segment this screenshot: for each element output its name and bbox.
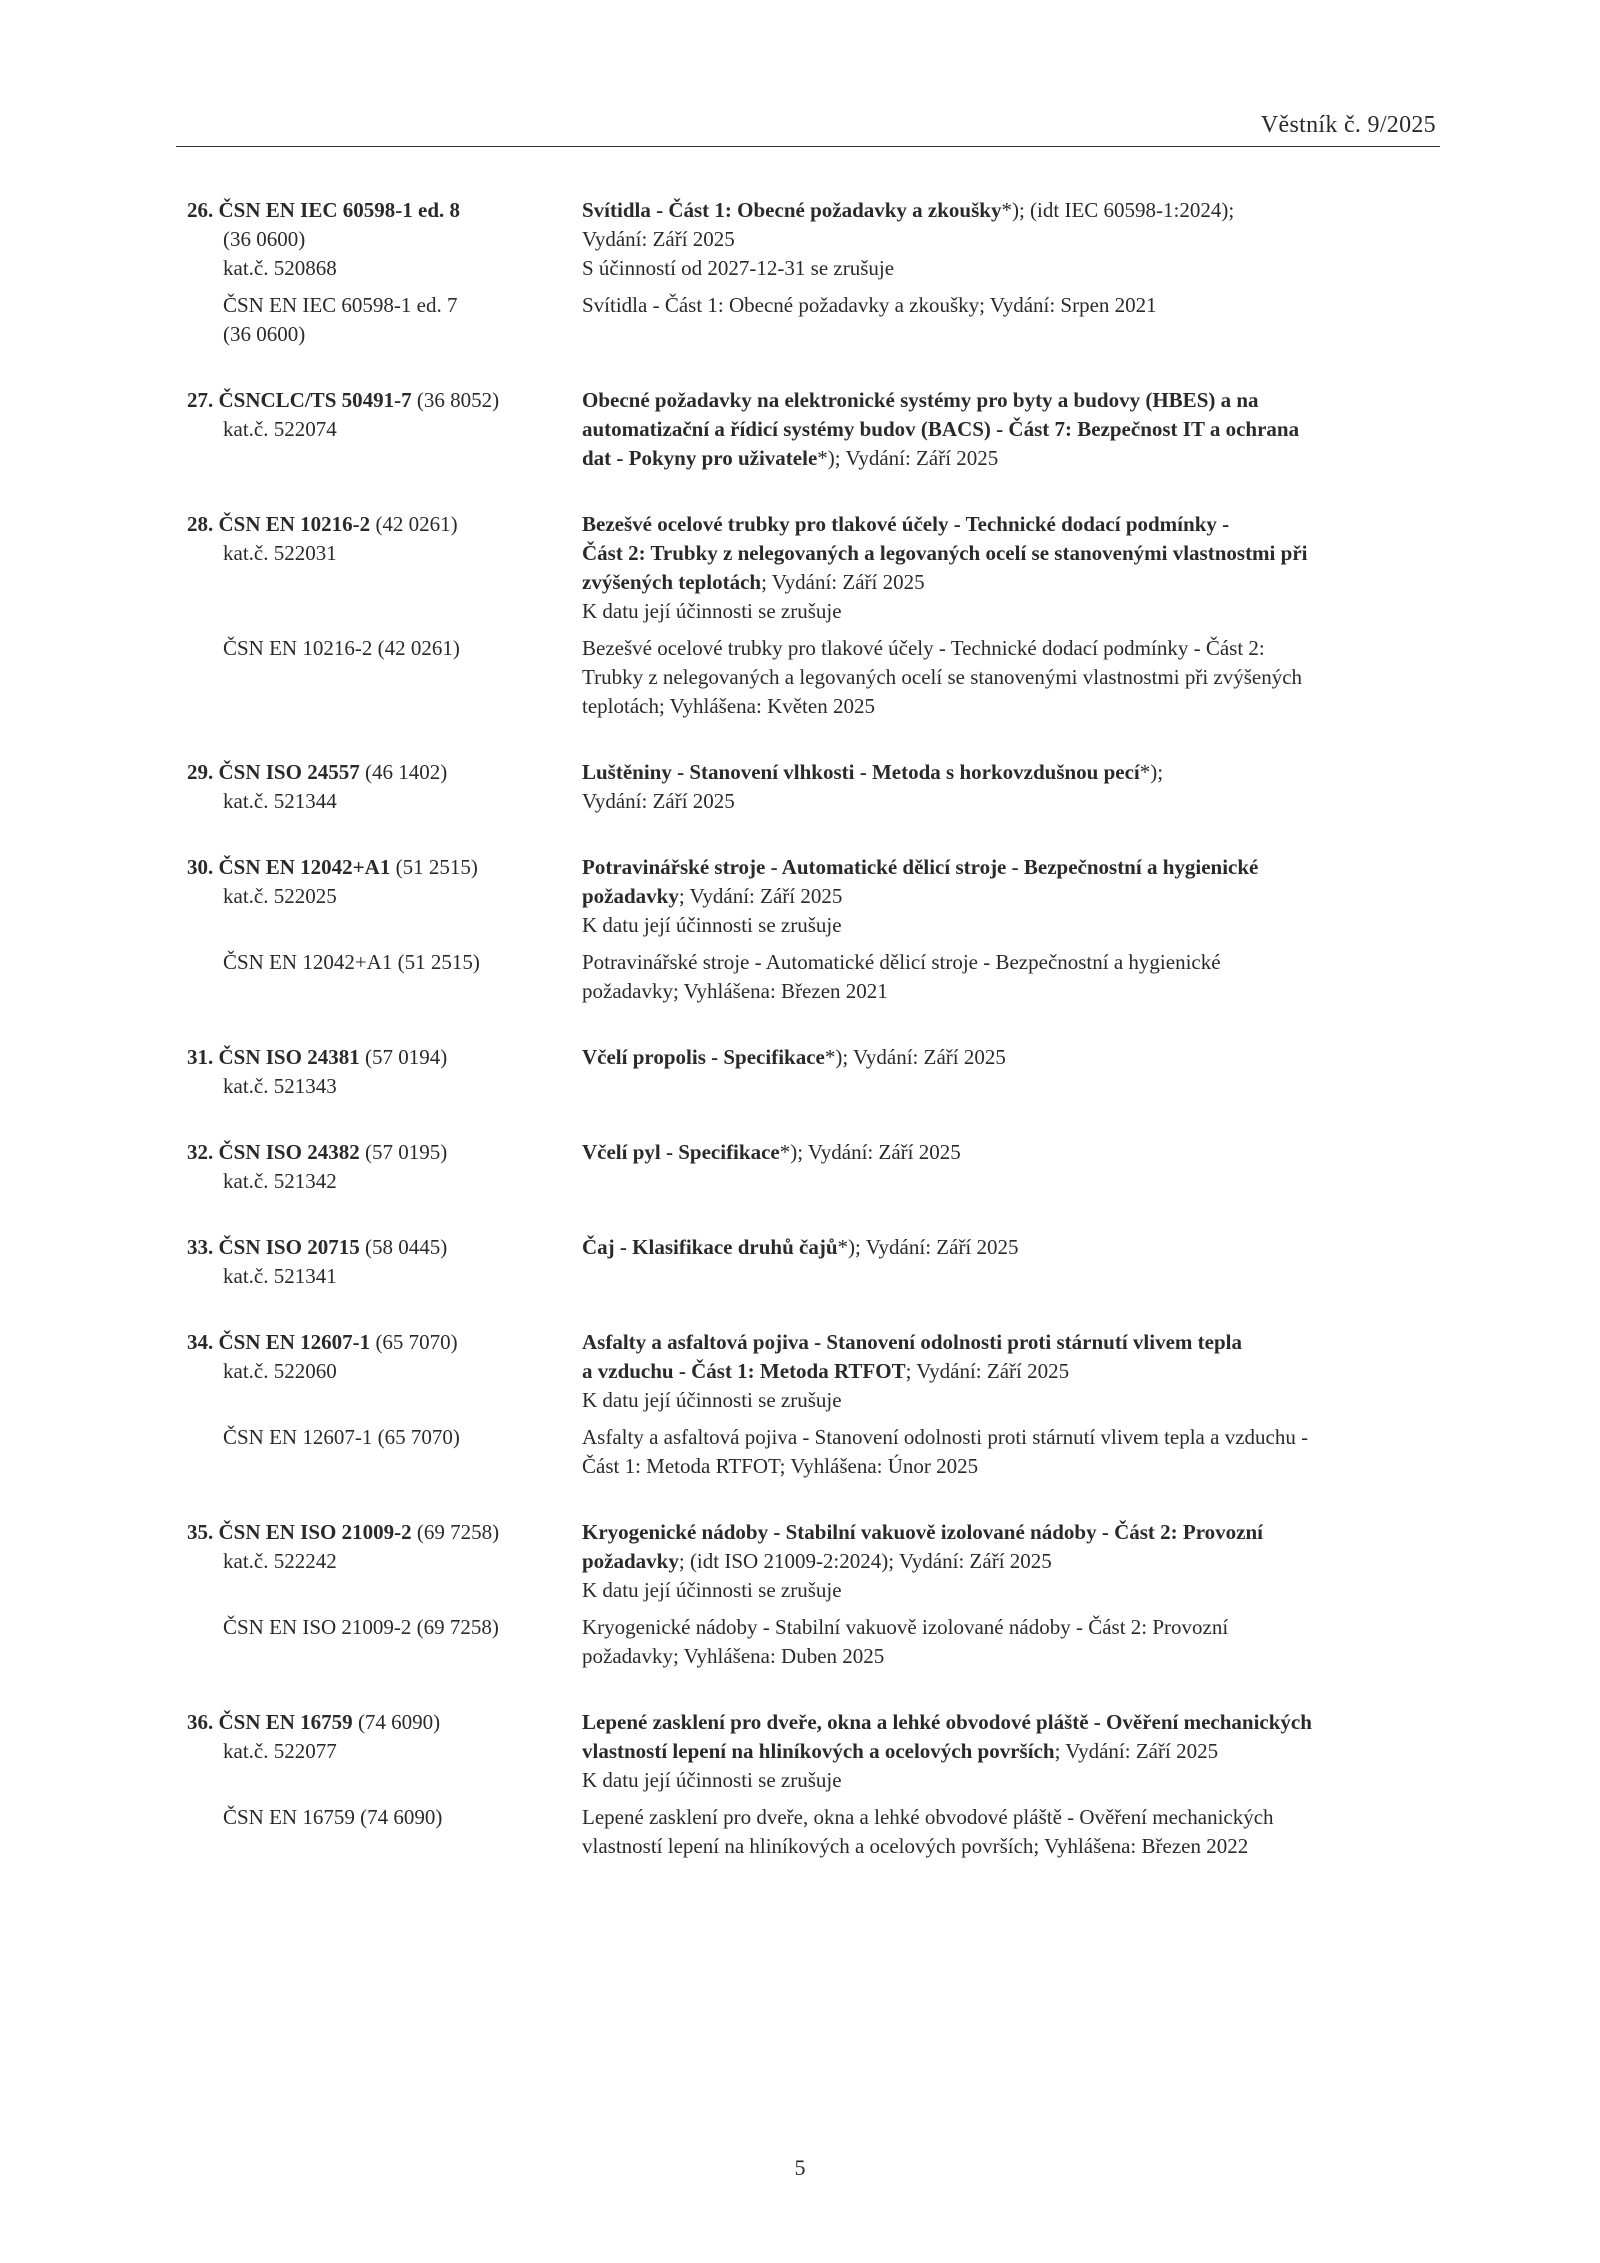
right-text-line: [582, 510, 1440, 539]
entry-number: 26.: [187, 198, 219, 222]
right-text-line: [582, 1423, 1440, 1452]
standard-details: Vydání: Září 2025: [582, 227, 735, 251]
left-text-line: [187, 225, 582, 254]
standard-details: požadavky; Vyhlášena: Duben 2025: [582, 1644, 885, 1668]
right-text-line: [582, 948, 1440, 977]
standard-details: vlastností lepení na hliníkových a ocelových površích; Vyhlášena: Březen 2022: [582, 1834, 1249, 1858]
right-text-line: [582, 415, 1440, 444]
left-text-line: [187, 1043, 582, 1072]
standard-title: a vzduchu - Část 1: Metoda RTFOT: [582, 1359, 906, 1383]
new-standard-row: [187, 1138, 1440, 1196]
standard-designation: [187, 291, 582, 349]
standard-details: *); (idt IEC 60598-1:2024);: [1001, 198, 1235, 222]
standard-description: [582, 634, 1440, 721]
standard-meta: kat.č. 522074: [223, 417, 337, 441]
standard-meta: (46 1402): [359, 760, 448, 784]
right-text-line: [582, 597, 1440, 626]
standard-meta: kat.č. 522242: [223, 1549, 337, 1573]
standard-title: Asfalty a asfaltová pojiva - Stanovení odolnosti proti stárnutí vlivem tepla: [582, 1330, 1242, 1354]
standard-details: Svítidla - Část 1: Obecné požadavky a zkoušky; Vydání: Srpen 2021: [582, 293, 1157, 317]
entry-number: 32.: [187, 1140, 219, 1164]
left-text-line: [187, 1547, 582, 1576]
standard-designation: [187, 634, 582, 721]
standard-meta: (36 8052): [411, 388, 500, 412]
standard-details: ; Vydání: Září 2025: [905, 1359, 1070, 1383]
standard-title: Lepené zasklení pro dveře, okna a lehké obvodové pláště - Ověření mechanických: [582, 1710, 1312, 1734]
standard-designation: [187, 1043, 582, 1101]
left-text-line: [187, 196, 582, 225]
left-text-line: [187, 291, 582, 320]
standard-details: S účinností od 2027-12-31 se zrušuje: [582, 256, 895, 280]
new-standard-row: [187, 1043, 1440, 1101]
left-text-line: [187, 1423, 582, 1452]
standard-designation: [187, 1328, 582, 1415]
standard-designation: [187, 1803, 582, 1861]
right-text-line: [582, 853, 1440, 882]
right-text-line: [582, 568, 1440, 597]
standard-designation: [187, 1518, 582, 1605]
standard-details: K datu její účinnosti se zrušuje: [582, 599, 842, 623]
standard-details: *); Vydání: Září 2025: [779, 1140, 961, 1164]
new-standard-row: [187, 853, 1440, 940]
standard-details: *); Vydání: Září 2025: [837, 1235, 1019, 1259]
left-text-line: [187, 634, 582, 663]
standard-entry: [187, 1328, 1440, 1481]
standard-meta: ČSN EN 12607-1 (65 7070): [223, 1425, 460, 1449]
standard-description: [582, 1043, 1440, 1101]
standard-details: teplotách; Vyhlášena: Květen 2025: [582, 694, 875, 718]
right-text-line: [582, 1766, 1440, 1795]
standard-code: ČSNCLC/TS 50491-7: [218, 388, 412, 412]
entry-number: 29.: [187, 760, 219, 784]
new-standard-row: [187, 1708, 1440, 1795]
entry-number: 27.: [187, 388, 219, 412]
left-text-line: [187, 787, 582, 816]
standard-title: požadavky: [582, 884, 679, 908]
left-text-line: [187, 415, 582, 444]
standard-title: dat - Pokyny pro uživatele: [582, 446, 818, 470]
right-text-line: [582, 1832, 1440, 1861]
standard-details: Lepené zasklení pro dveře, okna a lehké obvodové pláště - Ověření mechanických: [582, 1805, 1274, 1829]
standard-description: [582, 1328, 1440, 1415]
standard-details: K datu její účinnosti se zrušuje: [582, 913, 842, 937]
standards-list: [187, 196, 1440, 1898]
left-text-line: [187, 1262, 582, 1291]
left-text-line: [187, 853, 582, 882]
new-standard-row: [187, 758, 1440, 816]
right-text-line: [582, 1233, 1440, 1262]
standard-designation: [187, 948, 582, 1006]
standard-designation: [187, 510, 582, 626]
left-text-line: [187, 1613, 582, 1642]
standard-code: ČSN ISO 24382: [218, 1140, 360, 1164]
withdrawn-standard-row: [187, 634, 1440, 721]
standard-entry: [187, 853, 1440, 1006]
standard-title: Bezešvé ocelové trubky pro tlakové účely - Technické dodací podmínky -: [582, 512, 1230, 536]
right-text-line: [582, 1386, 1440, 1415]
standard-title: Luštěniny - Stanovení vlhkosti - Metoda s horkovzdušnou pecí: [582, 760, 1140, 784]
standard-description: [582, 1233, 1440, 1291]
standard-code: ČSN EN 16759: [218, 1710, 353, 1734]
left-text-line: [187, 1803, 582, 1832]
standard-description: [582, 1803, 1440, 1861]
standard-designation: [187, 1233, 582, 1291]
standard-meta: (42 0261): [370, 512, 458, 536]
standard-entry: [187, 196, 1440, 349]
standard-details: ; Vydání: Září 2025: [678, 884, 843, 908]
standard-entry: [187, 510, 1440, 721]
standard-title: Svítidla - Část 1: Obecné požadavky a zkoušky: [582, 198, 1002, 222]
left-text-line: [187, 510, 582, 539]
standard-meta: (51 2515): [390, 855, 478, 879]
right-text-line: [582, 225, 1440, 254]
withdrawn-standard-row: [187, 1423, 1440, 1481]
entry-number: 30.: [187, 855, 219, 879]
standard-details: ; Vydání: Září 2025: [761, 570, 925, 594]
left-text-line: [187, 1737, 582, 1766]
withdrawn-standard-row: [187, 1803, 1440, 1861]
standard-details: požadavky; Vyhlášena: Březen 2021: [582, 979, 888, 1003]
standard-description: [582, 1423, 1440, 1481]
left-text-line: [187, 1167, 582, 1196]
standard-description: [582, 510, 1440, 626]
standard-description: [582, 291, 1440, 349]
right-text-line: [582, 634, 1440, 663]
standard-description: [582, 1708, 1440, 1795]
page-header: [176, 112, 1440, 147]
standard-description: [582, 948, 1440, 1006]
standard-description: [582, 853, 1440, 940]
entry-number: 36.: [187, 1710, 219, 1734]
standard-designation: [187, 1138, 582, 1196]
left-text-line: [187, 1708, 582, 1737]
page-number: 5: [794, 2155, 806, 2180]
standard-meta: ČSN EN 16759 (74 6090): [223, 1805, 443, 1829]
left-text-line: [187, 1138, 582, 1167]
standard-title: Čaj - Klasifikace druhů čajů: [582, 1235, 838, 1259]
standard-code: ČSN EN 12042+A1: [218, 855, 391, 879]
withdrawn-standard-row: [187, 948, 1440, 1006]
standard-description: [582, 1518, 1440, 1605]
standard-meta: ČSN EN IEC 60598-1 ed. 7: [223, 293, 458, 317]
standard-meta: ČSN EN ISO 21009-2 (69 7258): [223, 1615, 499, 1639]
standard-meta: kat.č. 522077: [223, 1739, 337, 1763]
standard-designation: [187, 758, 582, 816]
standard-meta: (57 0195): [359, 1140, 448, 1164]
left-text-line: [187, 1072, 582, 1101]
standard-meta: kat.č. 521341: [223, 1264, 337, 1288]
right-text-line: [582, 1576, 1440, 1605]
standard-details: Vydání: Září 2025: [582, 789, 735, 813]
right-text-line: [582, 911, 1440, 940]
withdrawn-standard-row: [187, 1613, 1440, 1671]
standard-details: Bezešvé ocelové trubky pro tlakové účely - Technické dodací podmínky - Část 2:: [582, 636, 1265, 660]
standard-title: Obecné požadavky na elektronické systémy pro byty a budovy (HBES) a na: [582, 388, 1259, 412]
standard-meta: (36 0600): [223, 322, 306, 346]
new-standard-row: [187, 1328, 1440, 1415]
right-text-line: [582, 196, 1440, 225]
standard-entry: [187, 1138, 1440, 1196]
standard-meta: kat.č. 520868: [223, 256, 337, 280]
standard-title: zvýšených teplotách: [582, 570, 762, 594]
standard-entry: [187, 1708, 1440, 1861]
right-text-line: [582, 444, 1440, 473]
left-text-line: [187, 254, 582, 283]
standard-description: [582, 196, 1440, 283]
standard-description: [582, 758, 1440, 816]
right-text-line: [582, 1613, 1440, 1642]
left-text-line: [187, 1328, 582, 1357]
withdrawn-standard-row: [187, 291, 1440, 349]
left-text-line: [187, 320, 582, 349]
left-text-line: [187, 1518, 582, 1547]
right-text-line: [582, 882, 1440, 911]
standard-meta: kat.č. 521343: [223, 1074, 337, 1098]
right-text-line: [582, 1043, 1440, 1072]
standard-meta: ČSN EN 10216-2 (42 0261): [223, 636, 460, 660]
entry-number: 33.: [187, 1235, 219, 1259]
right-text-line: [582, 1547, 1440, 1576]
standard-designation: [187, 853, 582, 940]
standard-meta: (74 6090): [352, 1710, 441, 1734]
standard-meta: (65 7070): [370, 1330, 458, 1354]
standard-title: Včelí pyl - Specifikace: [582, 1140, 780, 1164]
left-text-line: [187, 1233, 582, 1262]
new-standard-row: [187, 1518, 1440, 1605]
standard-meta: kat.č. 522031: [223, 541, 337, 565]
right-text-line: [582, 692, 1440, 721]
right-text-line: [582, 758, 1440, 787]
standard-details: K datu její účinnosti se zrušuje: [582, 1768, 842, 1792]
standard-meta: (69 7258): [411, 1520, 500, 1544]
standard-code: ČSN EN ISO 21009-2: [218, 1520, 412, 1544]
right-text-line: [582, 977, 1440, 1006]
standard-entry: [187, 758, 1440, 816]
new-standard-row: [187, 196, 1440, 283]
standard-entry: [187, 1233, 1440, 1291]
right-text-line: [582, 1708, 1440, 1737]
right-text-line: [582, 386, 1440, 415]
standard-code: ČSN ISO 24381: [218, 1045, 360, 1069]
standard-details: *); Vydání: Září 2025: [824, 1045, 1006, 1069]
standard-title: Potravinářské stroje - Automatické dělicí stroje - Bezpečnostní a hygienické: [582, 855, 1259, 879]
standard-code: ČSN ISO 24557: [218, 760, 360, 784]
entry-number: 34.: [187, 1330, 219, 1354]
standard-entry: [187, 1043, 1440, 1101]
standard-title: Včelí propolis - Specifikace: [582, 1045, 825, 1069]
right-text-line: [582, 291, 1440, 320]
standard-meta: kat.č. 522025: [223, 884, 337, 908]
standard-details: K datu její účinnosti se zrušuje: [582, 1388, 842, 1412]
standard-code: ČSN EN 10216-2: [218, 512, 371, 536]
standard-code: ČSN ISO 20715: [218, 1235, 360, 1259]
standard-title: vlastností lepení na hliníkových a ocelových površích: [582, 1739, 1055, 1763]
left-text-line: [187, 948, 582, 977]
standard-designation: [187, 1423, 582, 1481]
entry-number: 31.: [187, 1045, 219, 1069]
right-text-line: [582, 663, 1440, 692]
standard-entry: [187, 1518, 1440, 1671]
right-text-line: [582, 1737, 1440, 1766]
standard-description: [582, 1138, 1440, 1196]
standard-designation: [187, 1613, 582, 1671]
new-standard-row: [187, 1233, 1440, 1291]
standard-code: ČSN EN 12607-1: [218, 1330, 371, 1354]
left-text-line: [187, 1357, 582, 1386]
right-text-line: [582, 1518, 1440, 1547]
left-text-line: [187, 386, 582, 415]
standard-details: K datu její účinnosti se zrušuje: [582, 1578, 842, 1602]
standard-title: Kryogenické nádoby - Stabilní vakuově izolované nádoby - Část 2: Provozní: [582, 1520, 1264, 1544]
standard-meta: kat.č. 521342: [223, 1169, 337, 1193]
standard-title: Část 2: Trubky z nelegovaných a legovaných ocelí se stanovenými vlastnostmi při: [582, 541, 1308, 565]
right-text-line: [582, 254, 1440, 283]
standard-details: ; (idt ISO 21009-2:2024); Vydání: Září 2025: [678, 1549, 1052, 1573]
right-text-line: [582, 1138, 1440, 1167]
standard-description: [582, 386, 1440, 473]
right-text-line: [582, 1328, 1440, 1357]
left-text-line: [187, 758, 582, 787]
standard-meta: (57 0194): [359, 1045, 448, 1069]
standard-meta: (58 0445): [359, 1235, 448, 1259]
standard-meta: (36 0600): [223, 227, 306, 251]
standard-description: [582, 1613, 1440, 1671]
standard-details: Potravinářské stroje - Automatické dělicí stroje - Bezpečnostní a hygienické: [582, 950, 1221, 974]
left-text-line: [187, 539, 582, 568]
entry-number: 35.: [187, 1520, 219, 1544]
entry-number: 28.: [187, 512, 219, 536]
new-standard-row: [187, 386, 1440, 473]
standard-designation: [187, 1708, 582, 1795]
left-text-line: [187, 882, 582, 911]
right-text-line: [582, 539, 1440, 568]
standard-designation: [187, 196, 582, 283]
bulletin-title: Věstník č. 9/2025: [1260, 112, 1436, 138]
standard-meta: kat.č. 522060: [223, 1359, 337, 1383]
right-text-line: [582, 787, 1440, 816]
standard-meta: kat.č. 521344: [223, 789, 337, 813]
standard-details: Kryogenické nádoby - Stabilní vakuově izolované nádoby - Část 2: Provozní: [582, 1615, 1229, 1639]
standard-details: Trubky z nelegovaných a legovaných ocelí se stanovenými vlastnostmi při zvýšených: [582, 665, 1303, 689]
standard-details: *);: [1139, 760, 1164, 784]
standard-meta: ČSN EN 12042+A1 (51 2515): [223, 950, 480, 974]
standard-details: Část 1: Metoda RTFOT; Vyhlášena: Únor 2025: [582, 1454, 979, 1478]
standard-details: ; Vydání: Září 2025: [1054, 1739, 1219, 1763]
right-text-line: [582, 1452, 1440, 1481]
standard-designation: [187, 386, 582, 473]
standard-code: ČSN EN IEC 60598-1 ed. 8: [218, 198, 461, 222]
standard-title: požadavky: [582, 1549, 679, 1573]
standard-details: *); Vydání: Září 2025: [817, 446, 999, 470]
right-text-line: [582, 1803, 1440, 1832]
right-text-line: [582, 1357, 1440, 1386]
standard-title: automatizační a řídicí systémy budov (BACS) - Část 7: Bezpečnost IT a ochrana: [582, 417, 1300, 441]
new-standard-row: [187, 510, 1440, 626]
standard-details: Asfalty a asfaltová pojiva - Stanovení odolnosti proti stárnutí vlivem tepla a vzduchu -: [582, 1425, 1309, 1449]
right-text-line: [582, 1642, 1440, 1671]
standard-entry: [187, 386, 1440, 473]
